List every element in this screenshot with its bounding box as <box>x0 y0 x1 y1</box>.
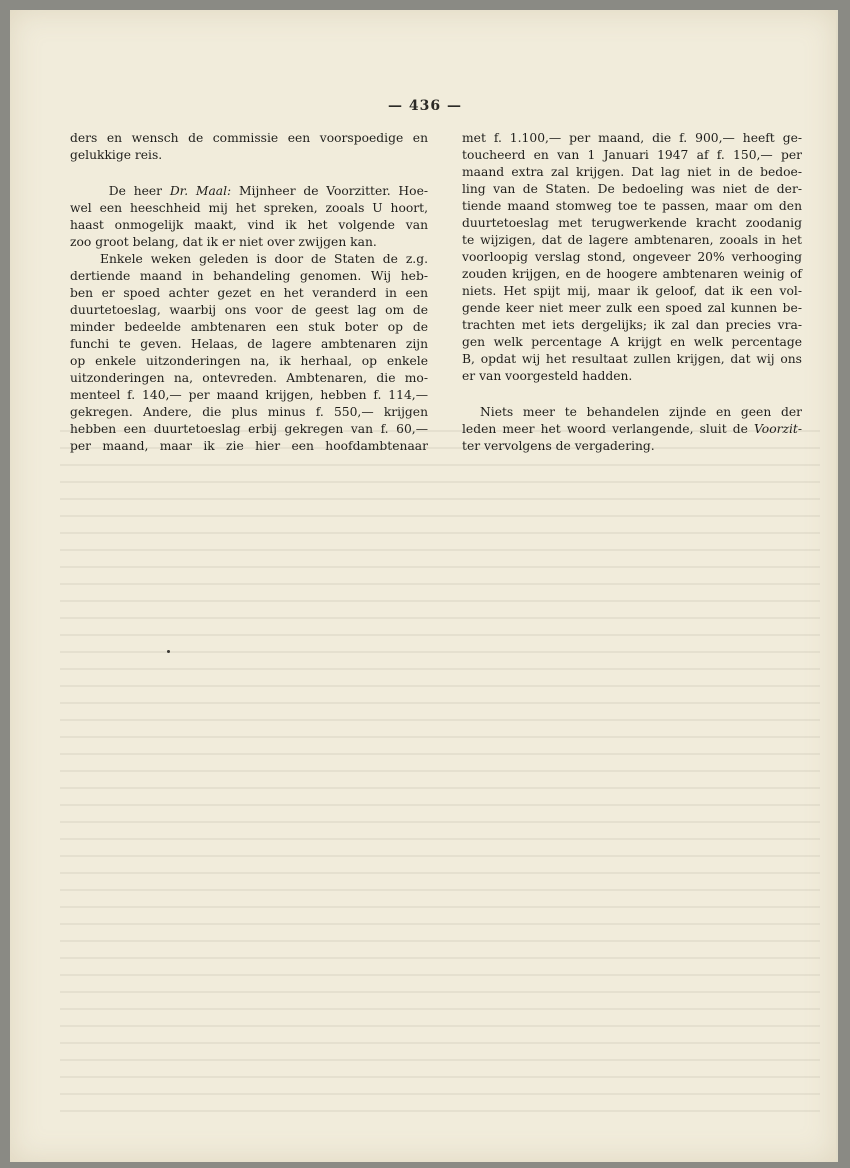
text-line: maand extra zal krijgen. Dat lag niet in de bedoe- <box>462 165 802 179</box>
speaker-prefix: De heer <box>108 184 170 198</box>
text-line: hebben een duurtetoeslag erbij gekregen van f. 60,— <box>70 422 428 436</box>
text-line: ders en wensch de commissie een voorspoedige en <box>70 131 428 145</box>
text-line: gekregen. Andere, die plus minus f. 550,— krijgen <box>70 405 428 419</box>
text-line: met f. 1.100,— per maand, die f. 900,— heeft ge- <box>462 131 802 145</box>
text-line: zouden krijgen, en de hoogere ambtenaren weinig of <box>462 267 802 281</box>
text-line: haast onmogelijk maakt, vind ik het volgende van <box>70 218 428 232</box>
text-line: ling van de Staten. De bedoeling was niet de der- <box>462 182 802 196</box>
text-line: gen welk percentage A krijgt en welk percentage <box>462 335 802 349</box>
text-line: toucheerd en van 1 Januari 1947 af f. 150,— per <box>462 148 802 162</box>
text-line: menteel f. 140,— per maand krijgen, hebben f. 114,— <box>70 388 428 402</box>
ink-speck <box>167 650 170 653</box>
right-column <box>462 130 802 455</box>
text-line: niets. Het spijt mij, maar ik geloof, dat ik een vol- <box>462 284 802 298</box>
closing-text: leden meer het woord verlangende, sluit de <box>462 422 755 436</box>
closing-wishes-paragraph <box>70 130 428 164</box>
text-line: duurtetoeslag, waarbij ons voor de geest lag om de <box>70 303 428 317</box>
speaker-name: Dr. Maal: <box>169 184 232 198</box>
text-line: voorloopig verslag stond, ongeveer 20% verhooging <box>462 250 802 264</box>
text-line: Niets meer te behandelen zijnde en geen der <box>480 405 802 419</box>
text-line: dertiende maand in behandeling genomen. Wij heb- <box>70 269 428 283</box>
body-paragraph <box>70 251 428 455</box>
text-line: er van voorgesteld hadden. <box>462 369 633 383</box>
text-line: op enkele uitzonderingen na, ik herhaal, op enkele <box>70 354 428 368</box>
text-line: tiende maand stomweg toe te passen, maar om den <box>462 199 802 213</box>
text-line: gende keer niet meer zulk een spoed zal kunnen be- <box>462 301 802 315</box>
text-line: ben er spoed achter gezet en het veranderd in een <box>70 286 428 300</box>
text-line: wel een heeschheid mij het spreken, zooals U hoort, <box>70 201 428 215</box>
chair-title: Voorzit- <box>754 422 802 436</box>
document-page <box>10 10 838 1162</box>
text-line: uitzonderingen na, ontevreden. Ambtenaren, die mo- <box>70 371 428 385</box>
text-line <box>70 183 428 200</box>
left-column <box>70 130 428 455</box>
bleed-through-texture <box>60 420 820 1120</box>
speech-text: Mijnheer de Voorzitter. Hoe- <box>231 184 428 198</box>
text-line: minder bedeelde ambtenaren een stuk boter op de <box>70 320 428 334</box>
page-number: — 436 — <box>388 98 462 114</box>
text-line: zoo groot belang, dat ik er niet over zwijgen kan. <box>70 235 377 249</box>
text-line: Enkele weken geleden is door de Staten de z.g. <box>100 252 428 266</box>
closing-paragraph <box>462 404 802 455</box>
text-line: trachten met iets dergelijks; ik zal dan precies vra- <box>462 318 802 332</box>
continued-speech-paragraph <box>462 130 802 385</box>
text-line: ter vervolgens de vergadering. <box>462 439 655 453</box>
speech-paragraph <box>70 183 428 251</box>
text-line: funchi te geven. Helaas, de lagere ambtenaren zijn <box>70 337 428 351</box>
text-line: B, opdat wij het resultaat zullen krijgen, dat wij ons <box>462 352 802 366</box>
text-line: per maand, maar ik zie hier een hoofdambtenaar <box>70 439 428 453</box>
text-line <box>462 421 802 438</box>
text-line: te wijzigen, dat de lagere ambtenaren, zooals in het <box>462 233 802 247</box>
text-line: gelukkige reis. <box>70 148 163 162</box>
text-line: duurtetoeslag met terugwerkende kracht zoodanig <box>462 216 802 230</box>
